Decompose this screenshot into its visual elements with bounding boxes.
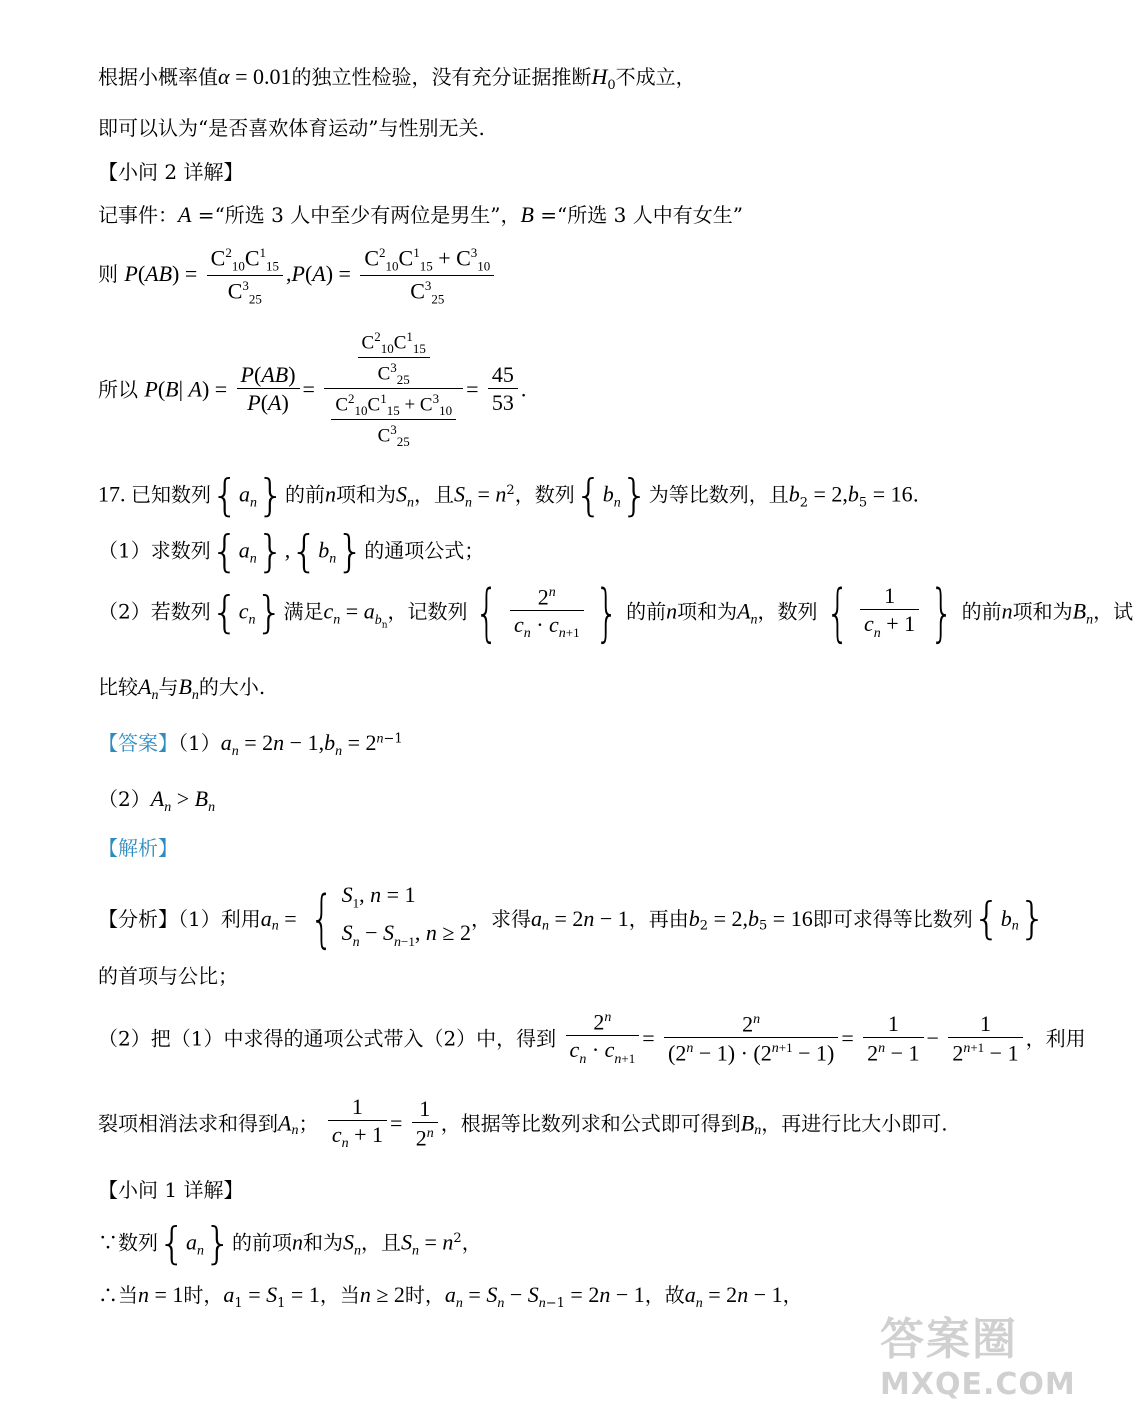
compound-fraction: $\frac{\frac{C^2_{10}C^1_{15}}{C^3_{25}}}{\frac{C^2_{10}C^1_{15} + C^3_{10}}{C^3_{25}}}$ [324, 330, 463, 449]
alpha-symbol: α [218, 64, 230, 89]
text-line-2: 即可以认为“是否喜欢体育运动”与性别无关. [98, 116, 485, 140]
analysis-part-1: 【分析】（1）利用$a_n$ = { $S_1$, n = 1 $S_n - S_{n-1}$, n ≥ 2，求得$a_n = 2n - 1$，再由$b_2 = 2,b_5 = 16$即可求得等比数列$\{b_n\}$ [98, 881, 1047, 955]
detail-line-2: ∴当n = 1时，$a_1 = S_1 = 1$，当n ≥ 2时，$a_n = S_n - S_{n-1} = 2n - 1$，故$a_n = 2n - 1$， [98, 1282, 803, 1311]
text-segment: 则 [98, 262, 118, 287]
event-definition [98, 204, 743, 226]
watermark-logo [880, 1303, 1076, 1408]
watermark-url: MXQE.COM [880, 1367, 1076, 1402]
text-segment: 的独立性检验，没有充分证据推断 [291, 65, 592, 89]
event-a: A [178, 202, 192, 227]
event-b-definition: =“所选 3 人中有女生” [533, 203, 743, 227]
conditional-probability: 所以 P(B| A) = $\frac{P(AB)}{P(A)}$ = $\frac{\frac{C^2_{10}C^1_{15}}{C^3_{25}}}{\frac{C^2_{10}C^1_{15} + C^3_{10}}{C^3_{25}}}$ = $\frac{45}{53}$ . [98, 329, 527, 450]
hypothesis-symbol: H [591, 64, 608, 89]
section-heading-sub2: 【小问 2 详解】 [98, 160, 244, 184]
analysis-part-2-continued: 裂项相消法求和得到$A_n$； $\frac{1}{c_n + 1}$ = $\frac{1}{2^n}$ ，根据等比数列求和公式即可得到$B_n$，再进行比大小即可. [98, 1094, 948, 1152]
analysis-part-1-continued: 的首项与公比； [98, 964, 238, 988]
analysis-label: 【解析】 [98, 836, 178, 860]
section-heading-sub1: 【小问 1 详解】 [98, 1178, 244, 1202]
alpha-value: = 0.01 [229, 64, 292, 89]
fraction-p-a: $\frac{C^2_{10}C^1_{15} + C^3_{10}}{C^3_{25}}$ [360, 246, 494, 305]
text-segment: 不成立， [615, 65, 696, 89]
probability-formulas: 则 P(AB) = $\frac{C^2_{10}C^1_{15}}{C^3_{25}}$ ,P(A) = $\frac{C^2_{10}C^1_{15} + C^3_{10}}{C^3_{25}}$ [98, 246, 497, 305]
question-17: 17. 已知数列$\{a_n\}$的前n项和为$S_n$，且$S_n = n^2$，数列$\{b_n\}$为等比数列，且$b_2 = 2,b_5 = 16$. [98, 470, 919, 521]
result-fraction: $\frac{45}{53}$ [488, 364, 518, 414]
analysis-part-2: （2）把（1）中求得的通项公式带入（2）中，得到 $\frac{2^n}{c_n \cdot c_{n+1}}$ = $\frac{2^n}{(2^n - 1) \cdot (2^{n+1} - 1)}$ = $\frac{1}{2^n - 1}$ − $\frac{1}{2^{n+1} - 1}$ ，利用 [98, 1009, 1086, 1067]
watermark-text: 答案圈 [880, 1314, 1018, 1365]
question-17-part-2-continued: 比较$A_n$与$B_n$的大小. [98, 674, 266, 703]
text-segment: 根据小概率值 [98, 65, 218, 89]
fraction-pab-over-pa: $\frac{P(AB)}{P(A)}$ [237, 364, 300, 414]
answer-part-1: 【答案】$(1)a_n = 2n - 1,b_n = 2^{n-1}$ [98, 730, 403, 759]
hypothesis-subscript: 0 [607, 78, 616, 93]
answer-part-2: $(2)A_n > B_n$ [98, 786, 216, 815]
event-b: B [520, 202, 534, 227]
detail-line-1: ∵数列$\{a_n\}$的前项n和为$S_n$，且$S_n = n^2$， [98, 1218, 482, 1269]
text-segment: 记事件： [98, 203, 178, 227]
text-segment: 所以 [98, 377, 138, 402]
question-17-part-1: （1）求数列$\{a_n\},\{b_n\}$的通项公式； [98, 526, 485, 577]
question-17-part-2: （2）若数列$\{c_n\}$满足$c_n = a_{b_n}$，记数列 { $\frac{2^n}{c_n \cdot c_{n+1}}$ } 的前n项和为$A_n$，数列 { $\frac{1}{c_n + 1}$ } 的前n项和为$B_n$，试 [98, 576, 1133, 649]
event-a-definition: =“所选 3 人中至少有两位是男生”， [191, 203, 521, 227]
answer-label: 【答案】 [98, 731, 178, 755]
formula: P [124, 261, 138, 287]
text-line-1 [98, 66, 696, 92]
fraction-p-ab: $\frac{C^2_{10}C^1_{15}}{C^3_{25}}$ [207, 246, 283, 305]
